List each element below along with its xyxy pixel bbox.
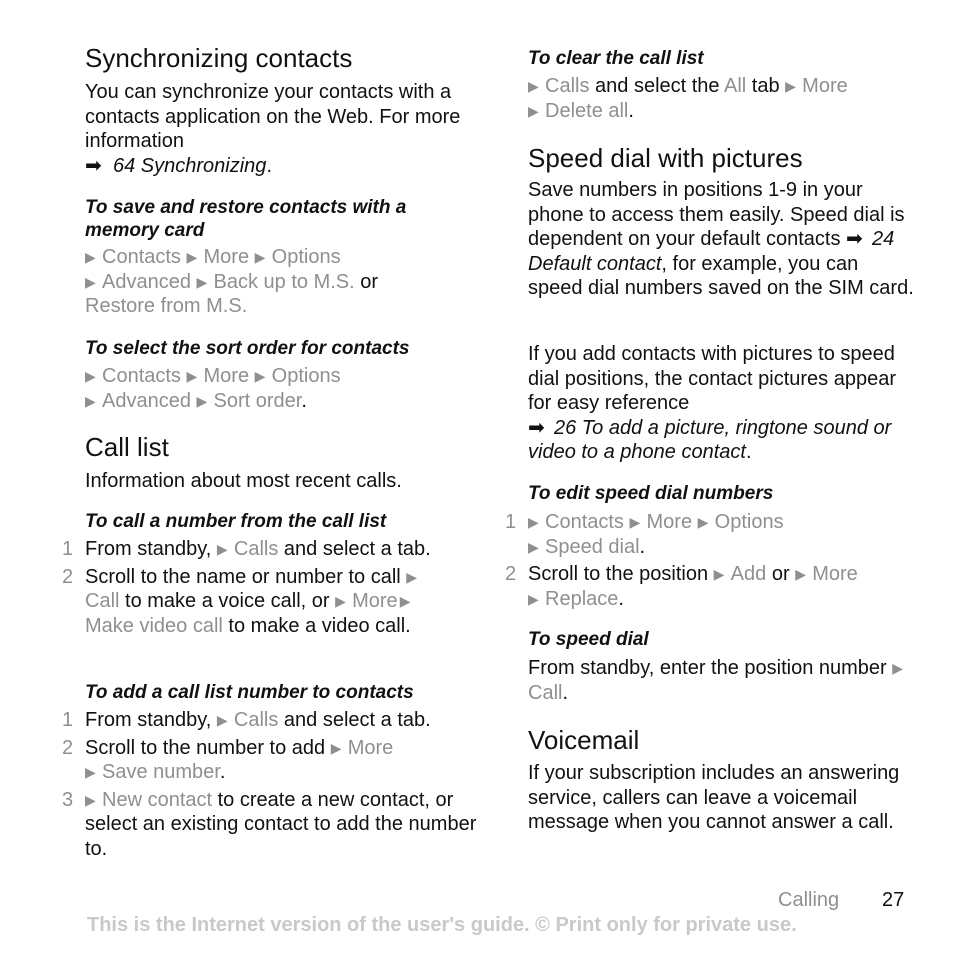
sync-body: You can synchronize your contacts with a contacts application on the Web. For more information ➡ 64 Synchronizing. <box>85 81 461 177</box>
triangle-icon: ▶ <box>85 273 96 290</box>
step-2: 2 Scroll to the name or number to call ▶ Call to make a voice call, or ▶ More ▶ Make video call to make a video call. <box>85 565 485 639</box>
call-list-heading: Call list <box>85 432 169 462</box>
speed-dial-call-text: From standby, enter the position number ▶Call. <box>528 656 918 705</box>
triangle-icon: ▶ <box>528 78 539 94</box>
voicemail-section <box>528 725 918 755</box>
step-2: 2 Scroll to the number to add ▶ More ▶ Save number. <box>62 736 394 783</box>
menu-options: Options <box>714 511 784 533</box>
triangle-icon: ▶ <box>85 791 96 808</box>
triangle-icon: ▶ <box>335 593 346 609</box>
menu-more: More <box>352 590 398 612</box>
page-number: 27 <box>882 889 905 911</box>
menu-call: Call <box>528 681 563 704</box>
triangle-icon: ▶ <box>785 78 796 94</box>
speed-dial-reference: 24 Default contact <box>528 228 895 275</box>
menu-contacts: Contacts <box>545 511 624 533</box>
add-to-contacts-heading: To add a call list number to contacts <box>85 682 414 703</box>
triangle-icon: ▶ <box>85 249 96 265</box>
triangle-icon: ▶ <box>892 660 904 676</box>
pictures-reference: 26 To add a picture, ringtone sound or video to a phone contact <box>528 416 892 463</box>
sync-text: You can synchronize your contacts with a contacts application on the Web. For more information <box>85 81 461 152</box>
step-1: 1 From standby, ▶ Calls and select a tab. <box>62 709 431 731</box>
triangle-icon: ▶ <box>629 514 641 530</box>
menu-delete-all: Delete all <box>545 99 629 122</box>
triangle-icon: ▶ <box>216 712 228 728</box>
save-restore-steps <box>85 245 485 319</box>
menu-restore: Restore from M.S. <box>85 295 248 317</box>
menu-more: More <box>203 246 250 268</box>
triangle-icon: ▶ <box>697 514 709 530</box>
reference-arrow-icon: ➡ <box>528 416 545 439</box>
menu-more: More <box>203 365 250 387</box>
voicemail-heading: Voicemail <box>528 725 640 755</box>
step-2: 2 Scroll to the position ▶ Add or ▶ More ▶ Replace. <box>505 563 858 610</box>
menu-more: More <box>802 75 848 97</box>
clear-call-list-steps: ▶ Calls and select the All tab ▶ More ▶ Delete all. <box>528 75 848 122</box>
call-number-steps <box>62 537 485 638</box>
menu-all: All <box>724 75 747 97</box>
triangle-icon: ▶ <box>85 368 96 384</box>
menu-advanced: Advanced <box>102 270 191 293</box>
triangle-icon: ▶ <box>196 273 208 290</box>
triangle-icon: ▶ <box>85 764 96 780</box>
or-text: or <box>360 270 379 293</box>
step-1: 1 ▶ Contacts ▶ More ▶ Options ▶ Speed dial. <box>505 511 784 558</box>
pictures-text: If you add contacts with pictures to speed dial positions, the contact pictures appear for easy reference ➡ 26 To add a picture, ringtone sound or video to a phone contact. <box>528 343 896 463</box>
menu-more: More <box>347 736 394 759</box>
menu-save-number: Save number <box>102 761 220 783</box>
triangle-icon: ▶ <box>528 102 539 119</box>
clear-call-list-heading: To clear the call list <box>528 48 704 69</box>
menu-call: Call <box>85 590 120 612</box>
menu-calls: Calls <box>545 75 590 97</box>
triangle-icon: ▶ <box>330 739 342 756</box>
menu-calls: Calls <box>233 538 279 560</box>
menu-new-contact: New contact <box>102 788 213 811</box>
menu-more: More <box>812 563 858 585</box>
triangle-icon: ▶ <box>186 368 198 384</box>
speed-dial-text: Save numbers in positions 1-9 in your phone to access them easily. Speed dial is dependent on your default contacts ➡ 24 Default contact, for example, you can speed dial numbers saved on the SIM card. <box>528 179 914 299</box>
triangle-icon: ▶ <box>528 538 539 555</box>
speed-dial-heading: Speed dial with pictures <box>528 143 803 173</box>
speed-dial-section <box>528 143 918 173</box>
triangle-icon: ▶ <box>216 541 228 557</box>
add-to-contacts-steps <box>62 708 485 861</box>
menu-options: Options <box>271 246 341 268</box>
menu-backup: Back up to M.S. <box>213 270 355 293</box>
triangle-icon: ▶ <box>528 514 539 530</box>
triangle-icon: ▶ <box>399 593 411 609</box>
menu-replace: Replace <box>545 587 619 610</box>
menu-contacts: Contacts <box>102 365 181 387</box>
menu-contacts: Contacts <box>102 246 181 268</box>
sort-heading: To select the sort order for contacts <box>85 338 410 359</box>
sync-reference: 64 Synchronizing <box>113 154 267 177</box>
sync-heading: Synchronizing contacts <box>85 43 353 73</box>
menu-add: Add <box>730 563 767 585</box>
call-number-heading: To call a number from the call list <box>85 511 387 532</box>
triangle-icon: ▶ <box>795 566 806 582</box>
save-restore-heading: To save and restore contacts with a memory card <box>85 197 407 241</box>
triangle-icon: ▶ <box>186 249 198 265</box>
triangle-icon: ▶ <box>713 566 725 582</box>
menu-make-video-call: Make video call <box>85 614 223 637</box>
call-list-section <box>85 432 485 462</box>
step-3: 3 ▶ New contact to create a new contact, or select an existing contact to add the number to. <box>62 788 477 860</box>
menu-advanced: Advanced <box>102 389 191 412</box>
reference-arrow-icon: ➡ <box>846 228 863 250</box>
speed-dial-call-heading: To speed dial <box>528 629 649 650</box>
triangle-icon: ▶ <box>85 392 96 409</box>
edit-speed-dial-steps <box>505 510 918 611</box>
menu-options: Options <box>271 365 341 387</box>
triangle-icon: ▶ <box>528 590 539 607</box>
voicemail-text: If your subscription includes an answering service, callers can leave a voicemail message when you cannot answer a call. <box>528 762 900 833</box>
step-1: 1 From standby, ▶ Calls and select a tab. <box>62 538 431 560</box>
sync-section <box>85 43 485 73</box>
call-list-text: Information about most recent calls. <box>85 470 402 492</box>
internet-version-notice: This is the Internet version of the user's guide. © Print only for private use. <box>87 914 797 936</box>
triangle-icon: ▶ <box>406 568 418 585</box>
triangle-icon: ▶ <box>254 368 266 384</box>
menu-more: More <box>646 511 693 533</box>
triangle-icon: ▶ <box>254 249 266 265</box>
reference-arrow-icon: ➡ <box>85 154 102 177</box>
triangle-icon: ▶ <box>196 392 208 409</box>
menu-calls: Calls <box>233 709 279 731</box>
menu-sort-order: Sort order <box>213 389 302 412</box>
section-label: Calling <box>778 889 840 911</box>
edit-speed-dial-heading: To edit speed dial numbers <box>528 483 774 504</box>
sort-steps: ▶ Contacts ▶ More ▶ Options ▶ Advanced ▶ Sort order. <box>85 365 341 412</box>
menu-speed-dial: Speed dial <box>545 535 640 558</box>
